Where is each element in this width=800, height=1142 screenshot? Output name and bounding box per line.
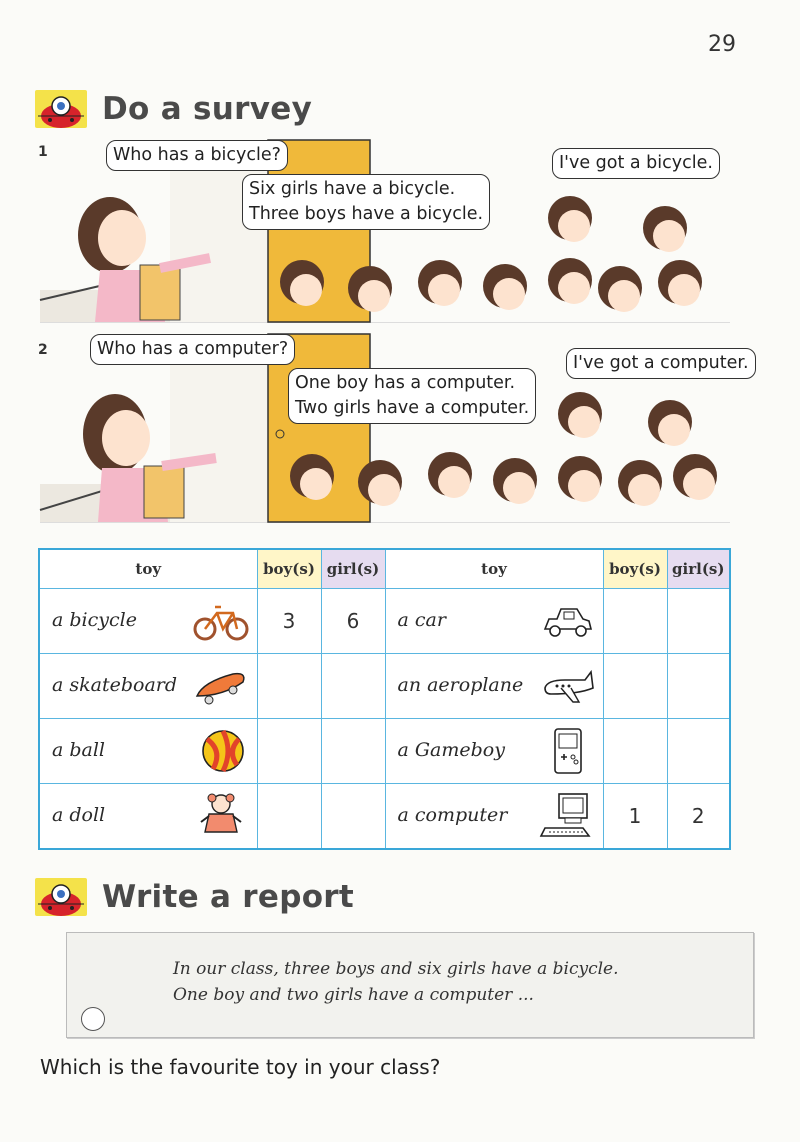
teacher-speech-bubble bbox=[90, 334, 295, 365]
toy-name: a Gameboy bbox=[397, 739, 505, 761]
report-line-1: In our class, three boys and six girls have a bicycle. bbox=[173, 959, 619, 979]
bubble-text-line-2: Two girls have a computer. bbox=[295, 398, 530, 418]
toy-column-header: toy bbox=[385, 549, 603, 589]
boys-count bbox=[603, 654, 667, 719]
girls-count bbox=[667, 654, 730, 719]
toy-name: a ball bbox=[52, 739, 106, 761]
boys-column-header: boy(s) bbox=[603, 549, 667, 589]
survey-scene-bicycle bbox=[40, 140, 730, 323]
girls-count: 2 bbox=[667, 784, 730, 850]
table-row bbox=[39, 784, 730, 850]
gameboy-icon bbox=[539, 727, 595, 775]
report-speech-bubble bbox=[288, 368, 536, 424]
car-icon bbox=[539, 597, 595, 645]
girls-count bbox=[321, 784, 385, 850]
bubble-text-line-1: Six girls have a bicycle. bbox=[249, 179, 456, 199]
boys-count bbox=[257, 719, 321, 784]
bubble-text: I've got a bicycle. bbox=[559, 153, 713, 173]
report-line-2: One boy and two girls have a computer ... bbox=[173, 985, 534, 1005]
doll-icon bbox=[193, 792, 249, 840]
toy-cell bbox=[39, 654, 257, 719]
pupils-speech-bubble bbox=[566, 348, 756, 379]
toy-name: a car bbox=[397, 609, 446, 631]
bubble-text: Who has a bicycle? bbox=[113, 145, 281, 165]
punch-hole-icon bbox=[81, 1007, 105, 1031]
bubble-text-line-1: One boy has a computer. bbox=[295, 373, 516, 393]
boys-count: 1 bbox=[603, 784, 667, 850]
boys-count bbox=[257, 654, 321, 719]
survey-table bbox=[38, 548, 731, 850]
boys-count bbox=[603, 719, 667, 784]
bubble-text: Who has a computer? bbox=[97, 339, 289, 359]
ladybird-mascot-icon bbox=[32, 874, 90, 920]
girls-count bbox=[321, 719, 385, 784]
table-row bbox=[39, 654, 730, 719]
boys-count bbox=[257, 784, 321, 850]
girls-count bbox=[667, 589, 730, 654]
ball-icon bbox=[193, 727, 249, 775]
bicycle-icon bbox=[193, 597, 249, 645]
toy-name: a bicycle bbox=[52, 609, 137, 631]
survey-title: Do a survey bbox=[102, 91, 313, 127]
ladybird-mascot-icon bbox=[32, 86, 90, 132]
girls-column-header: girl(s) bbox=[667, 549, 730, 589]
survey-scene-computer bbox=[40, 334, 749, 523]
report-title: Write a report bbox=[102, 879, 355, 915]
survey-heading bbox=[32, 86, 312, 132]
bubble-text-line-2: Three boys have a bicycle. bbox=[249, 204, 484, 224]
step-number-2: 2 bbox=[38, 342, 48, 358]
table-row bbox=[39, 719, 730, 784]
report-speech-bubble bbox=[242, 174, 490, 230]
toy-name: an aeroplane bbox=[397, 674, 524, 696]
girls-count: 6 bbox=[321, 589, 385, 654]
aeroplane-icon bbox=[539, 662, 595, 710]
teacher-speech-bubble bbox=[106, 140, 288, 171]
boys-count bbox=[603, 589, 667, 654]
toy-name: a skateboard bbox=[52, 674, 178, 696]
toy-cell bbox=[385, 784, 603, 850]
toy-column-header: toy bbox=[39, 549, 257, 589]
toy-name: a doll bbox=[52, 804, 106, 826]
toy-name: a computer bbox=[397, 804, 508, 826]
girls-count bbox=[321, 654, 385, 719]
step-number-1: 1 bbox=[38, 144, 48, 160]
report-notepaper bbox=[66, 932, 754, 1038]
boys-column-header: boy(s) bbox=[257, 549, 321, 589]
girls-count bbox=[667, 719, 730, 784]
toy-cell bbox=[39, 784, 257, 850]
skateboard-icon bbox=[193, 662, 249, 710]
follow-up-question: Which is the favourite toy in your class? bbox=[40, 1055, 441, 1079]
bubble-text: I've got a computer. bbox=[573, 353, 749, 373]
computer-icon bbox=[539, 792, 595, 840]
boys-count: 3 bbox=[257, 589, 321, 654]
pupils-speech-bubble bbox=[552, 148, 720, 179]
table-row bbox=[39, 589, 730, 654]
toy-cell bbox=[39, 589, 257, 654]
report-heading bbox=[32, 874, 354, 920]
page-number: 29 bbox=[708, 32, 736, 57]
toy-cell bbox=[385, 589, 603, 654]
toy-cell bbox=[39, 719, 257, 784]
toy-cell bbox=[385, 719, 603, 784]
table-header-row bbox=[39, 549, 730, 589]
toy-cell bbox=[385, 654, 603, 719]
girls-column-header: girl(s) bbox=[321, 549, 385, 589]
